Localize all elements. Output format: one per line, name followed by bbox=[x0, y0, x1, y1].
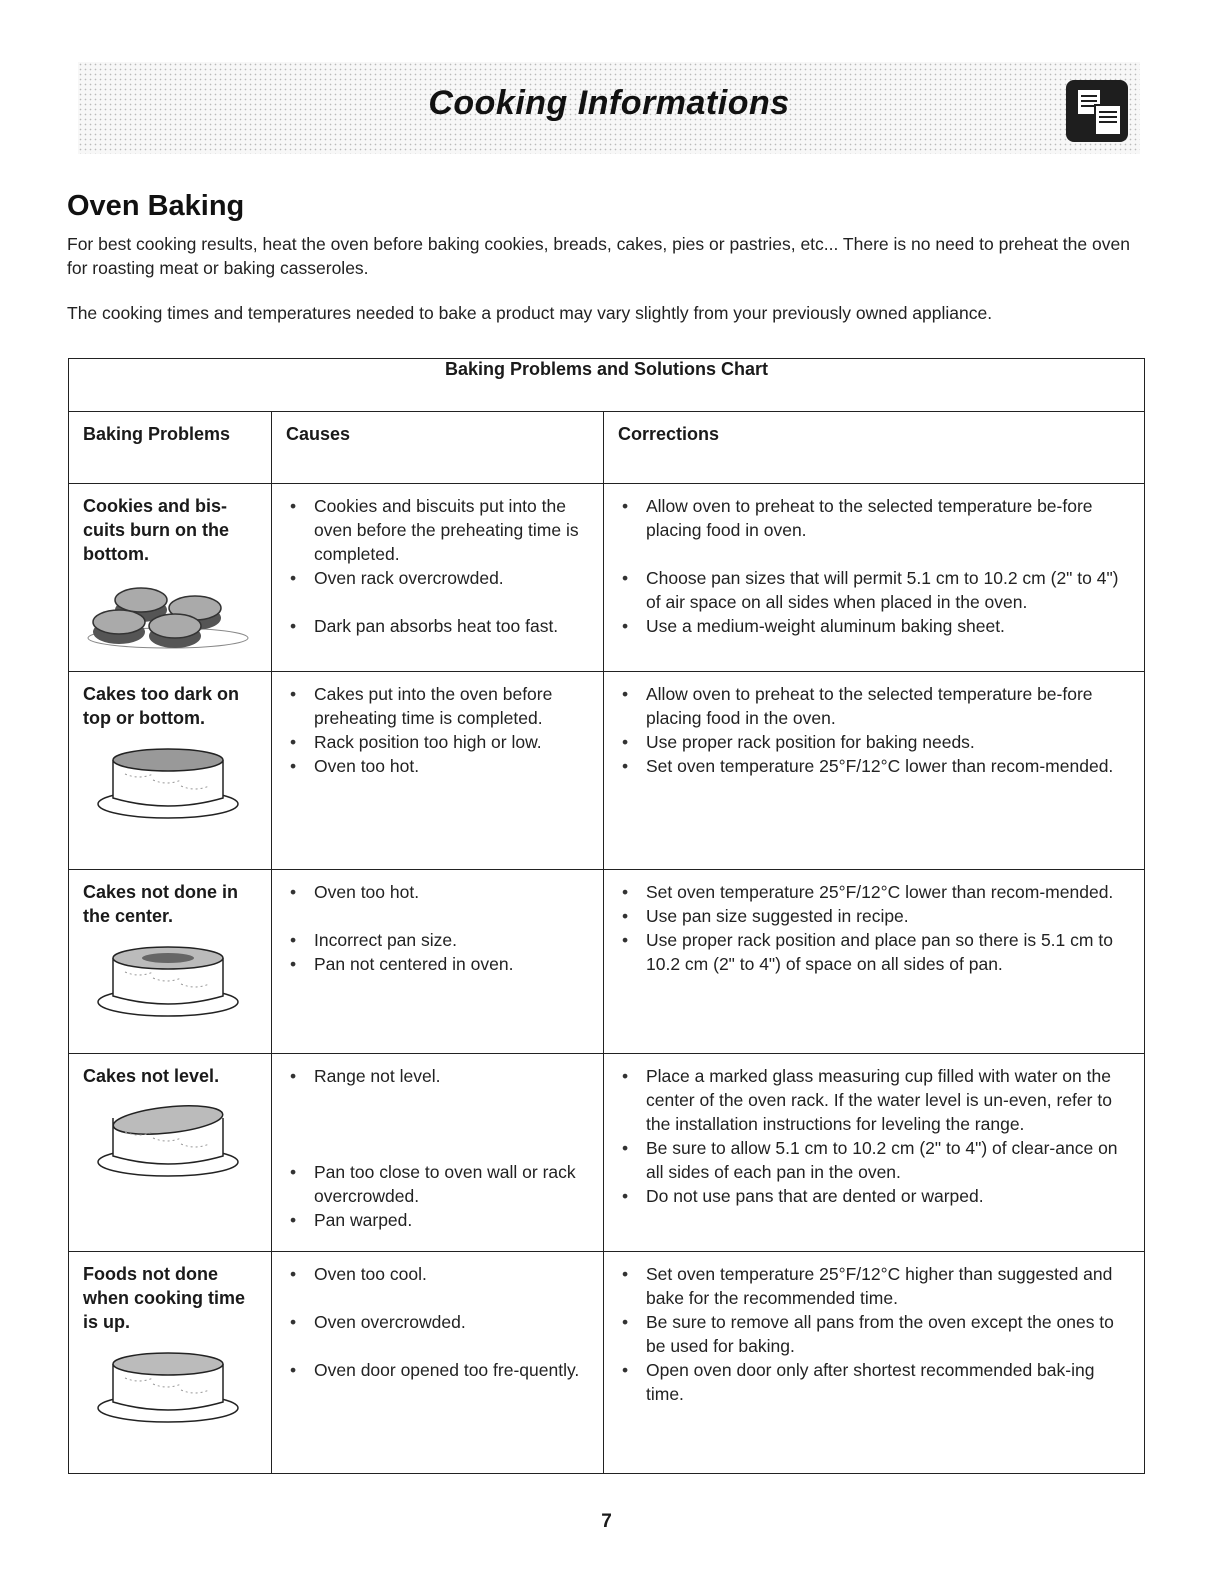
documents-icon bbox=[1066, 80, 1128, 142]
spacer bbox=[618, 542, 1134, 566]
cause-item: • Oven rack overcrowded. bbox=[286, 566, 593, 590]
cause-item: • Pan warped. bbox=[286, 1208, 593, 1232]
problem-cell bbox=[69, 484, 272, 672]
problem-cell bbox=[69, 1252, 272, 1474]
cause-item: • Pan not centered in oven. bbox=[286, 952, 593, 976]
problem-label: Foods not done when cooking time is up. bbox=[83, 1264, 246, 1332]
cake-tilted-illustration bbox=[83, 1100, 261, 1185]
problem-label: Cookies and bis-cuits burn on the bottom. bbox=[83, 496, 229, 564]
causes-list bbox=[286, 1262, 593, 1382]
chart-row bbox=[69, 1252, 1145, 1474]
corrections-cell bbox=[604, 1054, 1145, 1252]
chart-title: Baking Problems and Solutions Chart bbox=[69, 359, 1145, 412]
spacer bbox=[286, 1112, 593, 1136]
correction-item: • Open oven door only after shortest recommended bak-ing time. bbox=[618, 1358, 1134, 1406]
correction-item: • Do not use pans that are dented or warped. bbox=[618, 1184, 1134, 1208]
spacer bbox=[286, 1088, 593, 1112]
cause-item: • Oven too hot. bbox=[286, 880, 593, 904]
column-header-problems: Baking Problems bbox=[69, 412, 272, 484]
spacer bbox=[286, 590, 593, 614]
cookies-on-sheet-illustration bbox=[83, 578, 261, 663]
correction-item: • Allow oven to preheat to the selected temperature be-fore placing food in oven. bbox=[618, 494, 1134, 542]
chart-row bbox=[69, 1054, 1145, 1252]
causes-list bbox=[286, 1064, 593, 1232]
cause-item: • Rack position too high or low. bbox=[286, 730, 593, 754]
cake-underdone-illustration bbox=[83, 1346, 261, 1431]
problem-cell bbox=[69, 1054, 272, 1252]
corrections-list bbox=[618, 494, 1134, 638]
correction-item: • Allow oven to preheat to the selected temperature be-fore placing food in the oven. bbox=[618, 682, 1134, 730]
problem-label: Cakes too dark on top or bottom. bbox=[83, 684, 240, 728]
banner-title: Cooking Informations bbox=[428, 84, 790, 122]
cause-item: • Oven door opened too fre-quently. bbox=[286, 1358, 593, 1382]
correction-item: • Set oven temperature 25°F/12°C lower than recom-mended. bbox=[618, 754, 1134, 778]
problem-label: Cakes not done in the center. bbox=[83, 882, 239, 926]
baking-problems-chart bbox=[68, 358, 1145, 1474]
causes-list bbox=[286, 682, 593, 778]
cause-item: • Dark pan absorbs heat too fast. bbox=[286, 614, 593, 638]
header-banner bbox=[78, 62, 1140, 154]
chart-row bbox=[69, 870, 1145, 1054]
corrections-cell bbox=[604, 1252, 1145, 1474]
page-number: 7 bbox=[601, 1511, 612, 1532]
cause-item: • Cookies and biscuits put into the oven before the preheating time is completed. bbox=[286, 494, 593, 566]
cause-item: • Oven overcrowded. bbox=[286, 1310, 593, 1334]
causes-cell bbox=[272, 1054, 604, 1252]
problem-cell bbox=[69, 672, 272, 870]
spacer bbox=[286, 1136, 593, 1160]
intro-paragraph-1: For best cooking results, heat the oven before baking cookies, breads, cakes, pies or pastries, etc... There is no need to preheat the oven for roasting meat or baking casseroles. bbox=[67, 234, 1130, 278]
causes-cell bbox=[272, 870, 604, 1054]
cause-item: • Range not level. bbox=[286, 1064, 593, 1088]
correction-item: • Set oven temperature 25°F/12°C lower than recom-mended. bbox=[618, 880, 1134, 904]
cause-item: • Pan too close to oven wall or rack overcrowded. bbox=[286, 1160, 593, 1208]
corrections-list bbox=[618, 880, 1134, 976]
corrections-list bbox=[618, 1262, 1134, 1406]
corrections-cell bbox=[604, 484, 1145, 672]
corrections-list bbox=[618, 1064, 1134, 1208]
causes-cell bbox=[272, 672, 604, 870]
causes-cell bbox=[272, 1252, 604, 1474]
correction-item: • Be sure to allow 5.1 cm to 10.2 cm (2" to 4") of clear-ance on all sides of each pan in the oven. bbox=[618, 1136, 1134, 1184]
column-header-causes: Causes bbox=[272, 412, 604, 484]
chart-row bbox=[69, 672, 1145, 870]
cause-item: • Oven too hot. bbox=[286, 754, 593, 778]
correction-item: • Set oven temperature 25°F/12°C higher than suggested and bake for the recommended time. bbox=[618, 1262, 1134, 1310]
spacer bbox=[286, 1286, 593, 1310]
correction-item: • Place a marked glass measuring cup filled with water on the center of the oven rack. If the water level is un-even, refer to the installation instructions for leveling the range. bbox=[618, 1064, 1134, 1136]
chart-row bbox=[69, 484, 1145, 672]
correction-item: • Use proper rack position for baking needs. bbox=[618, 730, 1134, 754]
intro-paragraph-2: The cooking times and temperatures needed to bake a product may vary slightly from your previously owned appliance. bbox=[67, 303, 993, 323]
correction-item: • Use proper rack position and place pan so there is 5.1 cm to 10.2 cm (2" to 4") of space on all sides of pan. bbox=[618, 928, 1134, 976]
causes-cell bbox=[272, 484, 604, 672]
correction-item: • Be sure to remove all pans from the oven except the ones to be used for baking. bbox=[618, 1310, 1134, 1358]
corrections-cell bbox=[604, 870, 1145, 1054]
correction-item: • Choose pan sizes that will permit 5.1 cm to 10.2 cm (2" to 4") of air space on all sides when placed in the oven. bbox=[618, 566, 1134, 614]
cake-raw-center-illustration bbox=[83, 940, 261, 1025]
correction-item: • Use a medium-weight aluminum baking sheet. bbox=[618, 614, 1134, 638]
cause-item: • Incorrect pan size. bbox=[286, 928, 593, 952]
corrections-cell bbox=[604, 672, 1145, 870]
corrections-list bbox=[618, 682, 1134, 778]
causes-list bbox=[286, 880, 593, 976]
spacer bbox=[286, 904, 593, 928]
section-title: Oven Baking bbox=[67, 190, 245, 222]
cause-item: • Cakes put into the oven before preheating time is completed. bbox=[286, 682, 593, 730]
spacer bbox=[286, 1334, 593, 1358]
problem-label: Cakes not level. bbox=[83, 1066, 220, 1086]
correction-item: • Use pan size suggested in recipe. bbox=[618, 904, 1134, 928]
cause-item: • Oven too cool. bbox=[286, 1262, 593, 1286]
column-header-corrections: Corrections bbox=[604, 412, 1145, 484]
causes-list bbox=[286, 494, 593, 638]
cake-dark-top-illustration bbox=[83, 742, 261, 827]
problem-cell bbox=[69, 870, 272, 1054]
